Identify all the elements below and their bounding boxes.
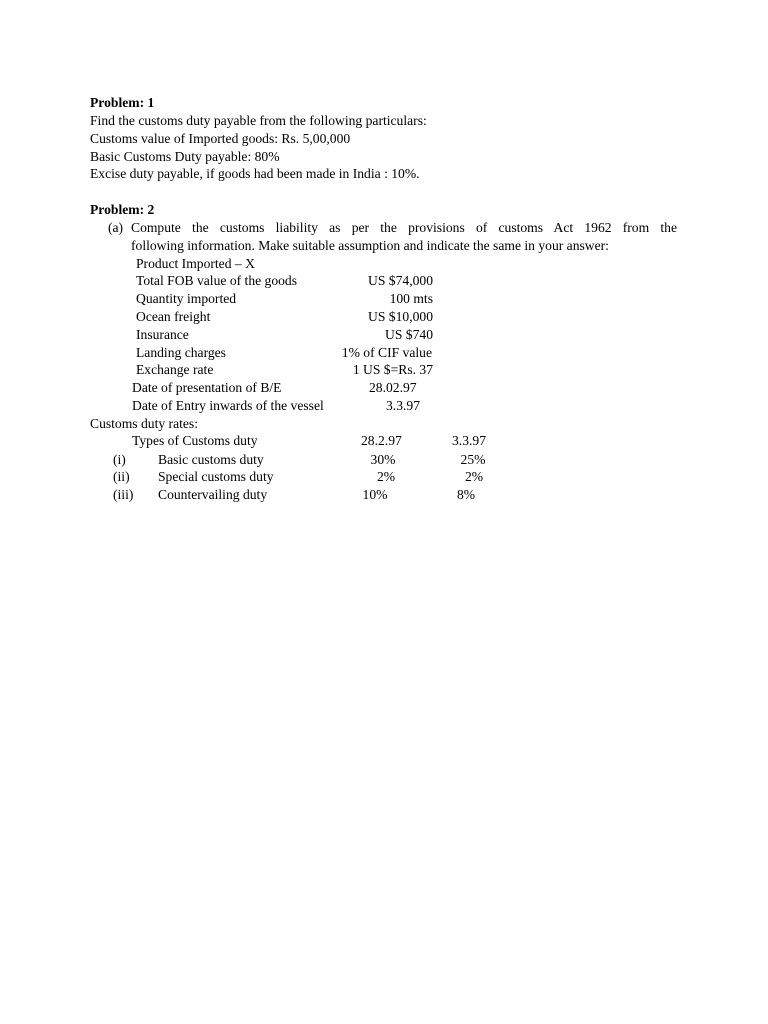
rate-row-col1: 30% [370, 452, 396, 467]
particular-label: Landing charges [136, 345, 226, 360]
particular-label: Quantity imported [136, 291, 237, 306]
problem-2-heading: Problem: 2 [90, 202, 155, 217]
rate-row-type: Countervailing duty [158, 487, 268, 502]
rate-row-number: (ii) [113, 469, 130, 484]
particular-label: Insurance [136, 327, 189, 342]
rates-header-col2: 3.3.97 [452, 433, 486, 448]
problem-1-line-2: Customs value of Imported goods: Rs. 5,00,000 [90, 131, 351, 146]
date-value: 28.02.97 [369, 380, 417, 395]
rate-row-type: Basic customs duty [158, 452, 264, 467]
rate-row-number: (i) [113, 452, 126, 467]
problem-1-line-1: Find the customs duty payable from the following particulars: [90, 113, 427, 128]
rate-row-col2: 8% [456, 487, 476, 502]
part-a-marker: (a) [108, 220, 124, 235]
particular-label: Exchange rate [136, 362, 214, 377]
rate-row-col1: 2% [376, 469, 396, 484]
rates-header-col1: 28.2.97 [361, 433, 402, 448]
date-value: 3.3.97 [386, 398, 420, 413]
date-label: Date of Entry inwards of the vessel [132, 398, 324, 413]
rate-row-type: Special customs duty [158, 469, 274, 484]
particular-value: US $740 [385, 327, 433, 342]
problem-1-line-3: Basic Customs Duty payable: 80% [90, 149, 280, 164]
rate-row-col1: 10% [362, 487, 388, 502]
rates-heading: Customs duty rates: [90, 416, 198, 431]
particular-value: US $74,000 [368, 273, 433, 288]
rate-row-col2: 25% [460, 452, 486, 467]
particular-label: Ocean freight [136, 309, 211, 324]
problem-1-line-4: Excise duty payable, if goods had been made in India : 10%. [90, 166, 420, 181]
rate-row-col2: 2% [464, 469, 484, 484]
rates-header-type: Types of Customs duty [132, 433, 258, 448]
part-a-line-1: Compute the customs liability as per the provisions of customs Act 1962 from the [131, 220, 677, 235]
particular-label: Total FOB value of the goods [136, 273, 298, 288]
product-imported: Product Imported – X [136, 256, 255, 271]
particular-value: US $10,000 [368, 309, 433, 324]
particular-value: 1% of CIF value [341, 345, 432, 360]
part-a-line-2: following information. Make suitable assumption and indicate the same in your answer: [131, 238, 609, 253]
rate-row-number: (iii) [113, 487, 134, 502]
particular-value: 1 US $=Rs. 37 [352, 362, 433, 377]
date-label: Date of presentation of B/E [132, 380, 282, 395]
particular-value: 100 mts [389, 291, 433, 306]
problem-1-heading: Problem: 1 [90, 95, 155, 110]
